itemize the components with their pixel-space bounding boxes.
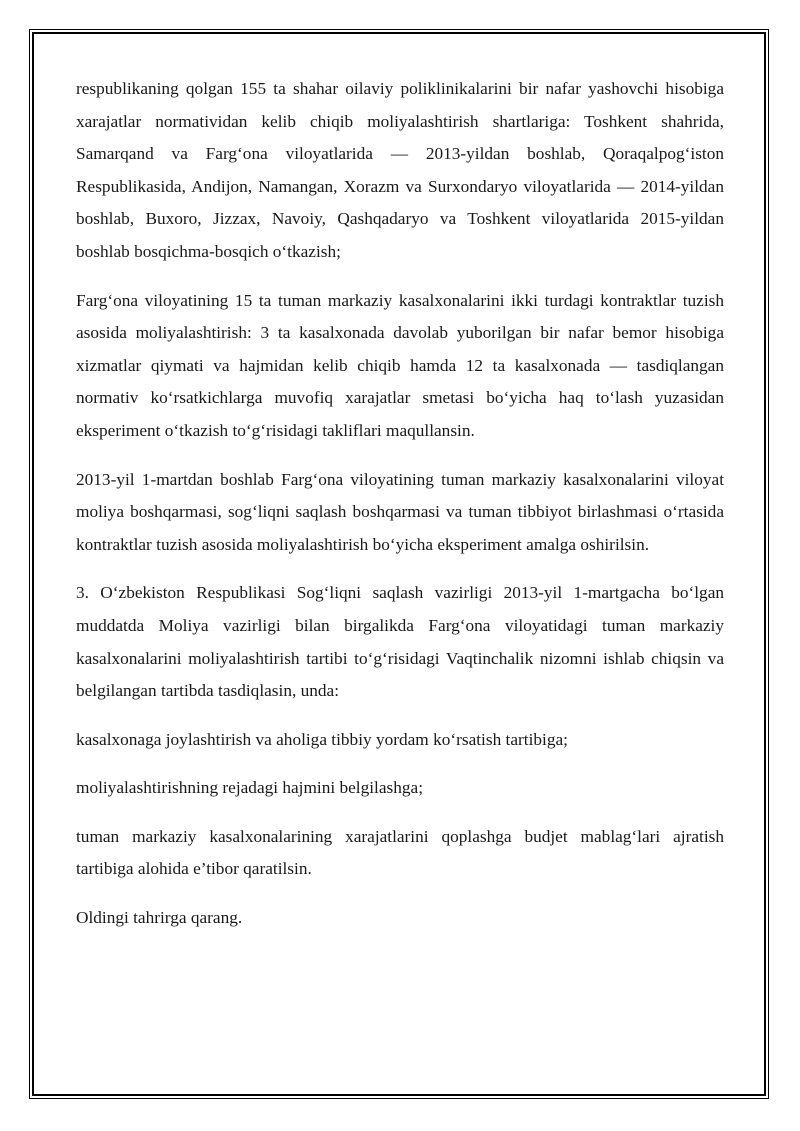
- paragraph-item-3-health-ministry: 3. O‘zbekiston Respublikasi Sog‘liqni saqlash vazirligi 2013-yil 1-martgacha bo‘lgan muddatda Moliya vazirligi bilan birgalikda Farg‘ona viloyatidagi tuman markaziy kasalxonalarini moliyalashtirish tartibi to‘g‘risidagi Vaqtinchalik nizomni ishlab chiqsin va belgilangan tartibda tasdiqlasin, unda:: [76, 583, 724, 701]
- document-body: [76, 73, 724, 951]
- list-item-funding-volume: moliyalashtirishning rejadagi hajmini belgilashga;: [76, 778, 423, 798]
- paragraph-municipal-polyclinics: respublikaning qolgan 155 ta shahar oilaviy poliklinikalarini bir nafar yashovchi hisobiga xarajatlar normatividan kelib chiqib moliyalashtirish shartlariga: Toshkent shahrida, Samarqand va Farg‘ona viloyatlarida — 2013-yildan boshlab, Qoraqalpog‘iston Respublikasida, Andijon, Namangan, Xorazm va Surxondaryo viloyatlarida — 2014-yildan boshlab, Buxoro, Jizzax, Navoiy, Qashqadaryo va Toshkent viloyatlarida 2015-yildan boshlab bosqichma-bosqich o‘tkazish;: [76, 79, 724, 261]
- previous-edition-link[interactable]: Oldingi tahrirga qarang.: [76, 908, 243, 928]
- list-item-budget-allocation: tuman markaziy kasalxonalarining xarajatlarini qoplashga budjet mablag‘lari ajratish tartibiga alohida e’tibor qaratilsin.: [76, 826, 724, 879]
- list-item-hospitalization: kasalxonaga joylashtirish va aholiga tibbiy yordam ko‘rsatish tartibiga;: [76, 729, 568, 749]
- paragraph-experiment-march-2013: 2013-yil 1-martdan boshlab Farg‘ona viloyatining tuman markaziy kasalxonalarini viloyat moliya boshqarmasi, sog‘liqni saqlash boshqarmasi va tuman tibbiyot birlashmasi o‘rtasida kontraktlar tuzish asosida moliyalashtirish bo‘yicha eksperiment amalga oshirilsin.: [76, 469, 724, 554]
- paragraph-fergana-hospitals-contracts: Farg‘ona viloyatining 15 ta tuman markaziy kasalxonalarini ikki turdagi kontraktlar tuzish asosida moliyalashtirish: 3 ta kasalxonada davolab yuborilgan bir nafar bemor hisobiga xizmatlar qiymati va hajmidan kelib chiqib hamda 12 ta kasalxonada — tasdiqlangan normativ ko‘rsatkichlarga muvofiq xarajatlar smetasi bo‘yicha haq to‘lash yuzasidan eksperiment o‘tkazish to‘g‘risidagi takliflari maqullansin.: [76, 290, 724, 440]
